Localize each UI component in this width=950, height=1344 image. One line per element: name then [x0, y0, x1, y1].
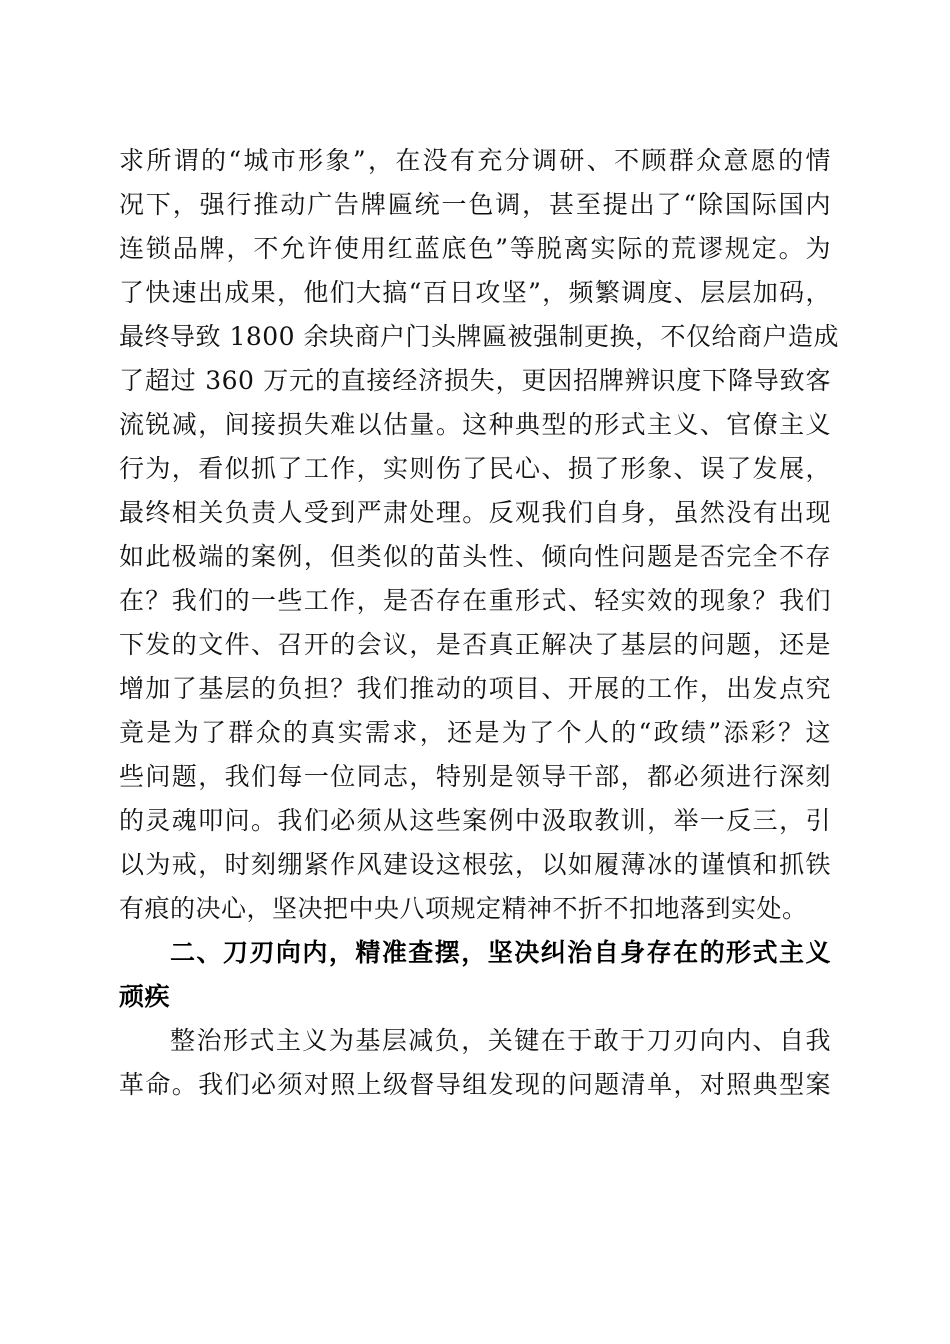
body-line-13: 增加了基层的负担？我们推动的项目、开展的工作，出发点究 — [119, 674, 831, 703]
body-line-5: 最终导致 1800 余块商户门头牌匾被强制更换，不仅给商户造成 — [119, 322, 840, 351]
body-line-18: 有痕的决心，坚决把中央八项规定精神不折不扣地落到实处。 — [119, 894, 808, 923]
next-paragraph-line-1: 整治形式主义为基层减负，关键在于敢于刀刃向内、自我 — [170, 1026, 831, 1055]
body-line-16: 的灵魂叩问。我们必须从这些案例中汲取教训，举一反三，引 — [119, 806, 831, 835]
section-heading-line-2: 顽疾 — [119, 982, 171, 1011]
body-line-4: 了快速出成果，他们大搞“百日攻坚”，频繁调度、层层加码， — [119, 278, 831, 307]
body-line-1: 求所谓的“城市形象”，在没有充分调研、不顾群众意愿的情 — [119, 146, 831, 175]
section-heading-line-1: 二、刀刃向内，精准查摆，坚决纠治自身存在的形式主义 — [170, 938, 831, 967]
body-line-2: 况下，强行推动广告牌匾统一色调，甚至提出了“除国际国内 — [119, 190, 831, 219]
body-line-11: 在？我们的一些工作，是否存在重形式、轻实效的现象？我们 — [119, 586, 831, 615]
body-line-9: 最终相关负责人受到严肃处理。反观我们自身，虽然没有出现 — [119, 498, 831, 527]
body-line-17: 以为戒，时刻绷紧作风建设这根弦，以如履薄冰的谨慎和抓铁 — [119, 850, 831, 879]
body-line-15: 些问题，我们每一位同志，特别是领导干部，都必须进行深刻 — [119, 762, 831, 791]
body-line-3: 连锁品牌，不允许使用红蓝底色”等脱离实际的荒谬规定。为 — [119, 234, 831, 263]
body-line-14: 竟是为了群众的真实需求，还是为了个人的“政绩”添彩？这 — [119, 718, 831, 747]
body-line-12: 下发的文件、召开的会议，是否真正解决了基层的问题，还是 — [119, 630, 831, 659]
next-paragraph-line-2: 革命。我们必须对照上级督导组发现的问题清单，对照典型案 — [119, 1070, 831, 1099]
body-line-10: 如此极端的案例，但类似的苗头性、倾向性问题是否完全不存 — [119, 542, 831, 571]
body-line-8: 行为，看似抓了工作，实则伤了民心、损了形象、误了发展， — [119, 454, 831, 483]
body-line-7: 流锐减，间接损失难以估量。这种典型的形式主义、官僚主义 — [119, 410, 831, 439]
body-line-6: 了超过 360 万元的直接经济损失，更因招牌辨识度下降导致客 — [119, 366, 831, 395]
